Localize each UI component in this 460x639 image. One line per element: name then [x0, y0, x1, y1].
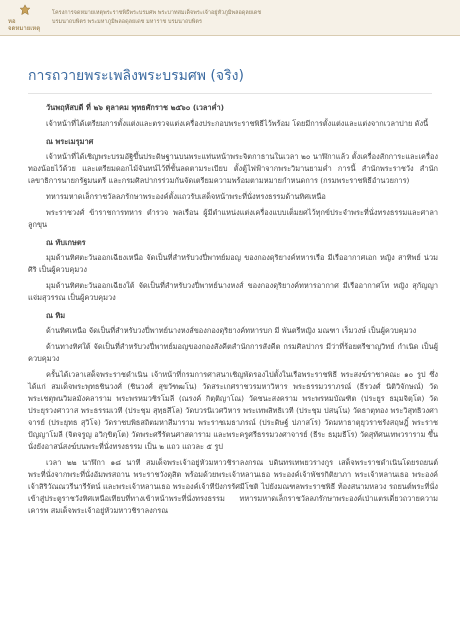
article-body — [28, 102, 438, 517]
logo-text: หอจดหมายเหตุ — [8, 17, 41, 32]
paragraph: ด้านทางทิศใต้ จัดเป็นที่สำหรับวงปี่พาทย์มอญของกองสังคีตสำนักการสังคีต กรมศิลปากร มีว่าที่ร้อยตรีชาญวิทย์ กำเนิด เป็นผู้ควบคุมวง — [28, 342, 438, 363]
title-divider — [28, 93, 432, 94]
seal-icon — [15, 4, 35, 17]
paragraph: มุมด้านทิศตะวันออกเฉียงใต้ จัดเป็นที่สำหรับวงปี่พาทย์นางหงส์ ของกองดุริยางค์ทหารอากาศ มีเรืออากาศโท หญิง สุกัญญา แจ่มสุวรรณ เป็นผู้ควบคุมวง — [28, 281, 438, 302]
paragraph: ครั้นได้เวลาเสด็จพระราชดำเนิน เจ้าหน้าที่กรมการศาสนาเชิญพัดรองไปตั้งในเรือพระราชพิธี พระสงฆ์ราชาคณะ ๑๐ รูป ซึ่งได้แก่ สมเด็จพระพุทธชินวงศ์ (ชินวงศ์ สุขวัฑฒโน) วัดสระเกศราชวรมหาวิหาร พระธรรมวราภรณ์ (ธีรวงศ์ นิติวิจักษณ์) วัดพระเชตุพนวิมลมังคลาราม พระพรหมวชิรโมลี (ณรงค์ กิตฺติญาโณ) วัดชนะสงคราม พระพรหมบัณฑิต (ประยูร ธมฺมจิตฺโต) วัดประยุรวงศาวาส พระธรรมเวที (ประชุม สุทฺธสีโล) วัดบวรนิเวศวิหาร พระเทพสิทธิเวที (ประชุม ปสนฺโน) วัดธาตุทอง พระวิสุทธิวงศาจารย์ (ประยุทธ สุวิโจ) วัดราชบพิธสถิตมหาสีมาราม พระราชเมธาภรณ์ (ประดิษฐ์ ปภาสโร) วัดมหาธาตุยุวราชรังสฤษฎิ์ พระราชปัญญาโมลี (จิตจรูญ อวิกฺขิตฺโต) วัดพระศรีรัตนศาสดาราม และพระครูศรีธรรมวงศาจารย์ (ธีระ ธมฺมธีโร) วัดสุทัศนเทพวราราม ขึ้นนั่งยังอาสน์สงฆ์บนพระที่นั่งทรงธรรม เป็น ๒ แถว แถวละ ๕ รูป — [28, 370, 438, 451]
paragraph: ทหารมหาดเล็กราชวัลลภรักษาพระองค์ตั้งแถวรับเสด็จหน้าพระที่นั่งทรงธรรมด้านทิศเหนือ — [46, 192, 326, 201]
section-heading-meru: ณ พระเมรุมาศ — [46, 137, 94, 146]
paragraph: ด้านทิศเหนือ จัดเป็นที่สำหรับวงปี่พาทย์นางหงส์ของกองดุริยางค์ทหารบก มี พันตรีหญิง มณฑา เร็มวงษ์ เป็นผู้ควบคุมวง — [46, 326, 417, 335]
paragraph: เวลา ๒๒ นาฬิกา ๑๘ นาที สมเด็จพระเจ้าอยู่หัวมหาวชิราลงกรณ บดินทรเทพยวรางกูร เสด็จพระราชดำเนินโดยรถยนต์พระที่นั่งจากพระที่นั่งอัมพรสถาน พระราชวังดุสิต พร้อมด้วยพระเจ้าหลานเธอ พระองค์เจ้าพัชรกิติยาภา พระเจ้าหลานเธอ พระองค์เจ้าสิริวัณณวรีนารีรัตน์ และพระเจ้าหลานเธอ พระองค์เจ้าทีปังกรรัศมีโชติ ไปยังมณฑลพระราชพิธี ท้องสนามหลวง รถยนต์พระที่นั่งเข้าสู่ประตูราชวังทิศเหนือเทียบที่ทางเข้าหน้าพระที่นั่งทรงธรรม ทหารมหาดเล็กราชวัลลภรักษาพระองค์เป่าแตรเดี่ยวถวายความเคารพ สมเด็จพระเจ้าอยู่หัวมหาวชิราลงกรณ — [28, 458, 438, 515]
site-header — [0, 0, 460, 36]
paragraph: มุมด้านทิศตะวันออกเฉียงเหนือ จัดเป็นที่สำหรับวงปี่พาทย์มอญ ของกองดุริยางค์ทหารเรือ มีเรืออากาศเอก หญิง สาทิพย์ น่วมศิริ เป็นผู้ควบคุมวง — [28, 253, 438, 274]
header-line-2: บรมนาถบพิตร พระมหาภูมิพลอดุลยเดช มหาราช บรมนาถบพิตร — [52, 18, 202, 25]
event-date: วันพฤหัสบดี ที่ ๒๖ ตุลาคม พุทธศักราช ๒๕๖๐ (เวลาค่ำ) — [46, 103, 225, 112]
header-line-1: โครงการจดหมายเหตุพระราชพิธีพระบรมศพ พระบาทสมเด็จพระเจ้าอยู่หัวภูมิพลอดุลยเดช — [52, 9, 262, 16]
archive-logo[interactable] — [8, 4, 42, 32]
section-heading-thim: ณ ทิม — [46, 311, 66, 320]
intro-paragraph: เจ้าหน้าที่ได้เตรียมการตั้งแต่งและตรวจแต่งเครื่องประกอบพระราชพิธีไว้พร้อม โดยมีการตั้งแต่งและแต่งจากเวลาบ่าย ดังนี้ — [46, 119, 429, 128]
paragraph: พระราชวงศ์ ข้าราชการทหาร ตำรวจ พลเรือน ผู้มีตำแหน่งแต่งเครื่องแบบเต็มยศไว้ทุกข์ประจำพระที่นั่งทรงธรรมและศาลาลูกขุน — [28, 208, 438, 229]
section-heading-thap-kaset: ณ ทับเกษตร — [46, 238, 86, 247]
paragraph: เจ้าหน้าที่ได้เชิญพระบรมอัฐิขึ้นประดิษฐานบนพระแท่นหน้าพระจิตกาธานในเวลา ๒๐ นาฬิกาแล้ว ตั้งเครื่องสักการะและเครื่องทองน้อยไว้ด้วย และเตรียมดอกไม้จันทน์ไว้ที่ชั้นลดตามระเบียบ ตั้งตู้ไฟฟ้าจากพระวิมานยามค่ำ การนี้ สำนักพระราชวัง สำนักเลขาธิการนายกรัฐมนตรี และกรมศิลปากรร่วมกันจัดเตรียมความพร้อมตามหมายกำหนดการ (กรมพระราชพิธีอำนวยการ) — [28, 152, 438, 185]
site-header-text — [52, 10, 261, 26]
page-title: การถวายพระเพลิงพระบรมศพ (จริง) — [28, 68, 244, 84]
